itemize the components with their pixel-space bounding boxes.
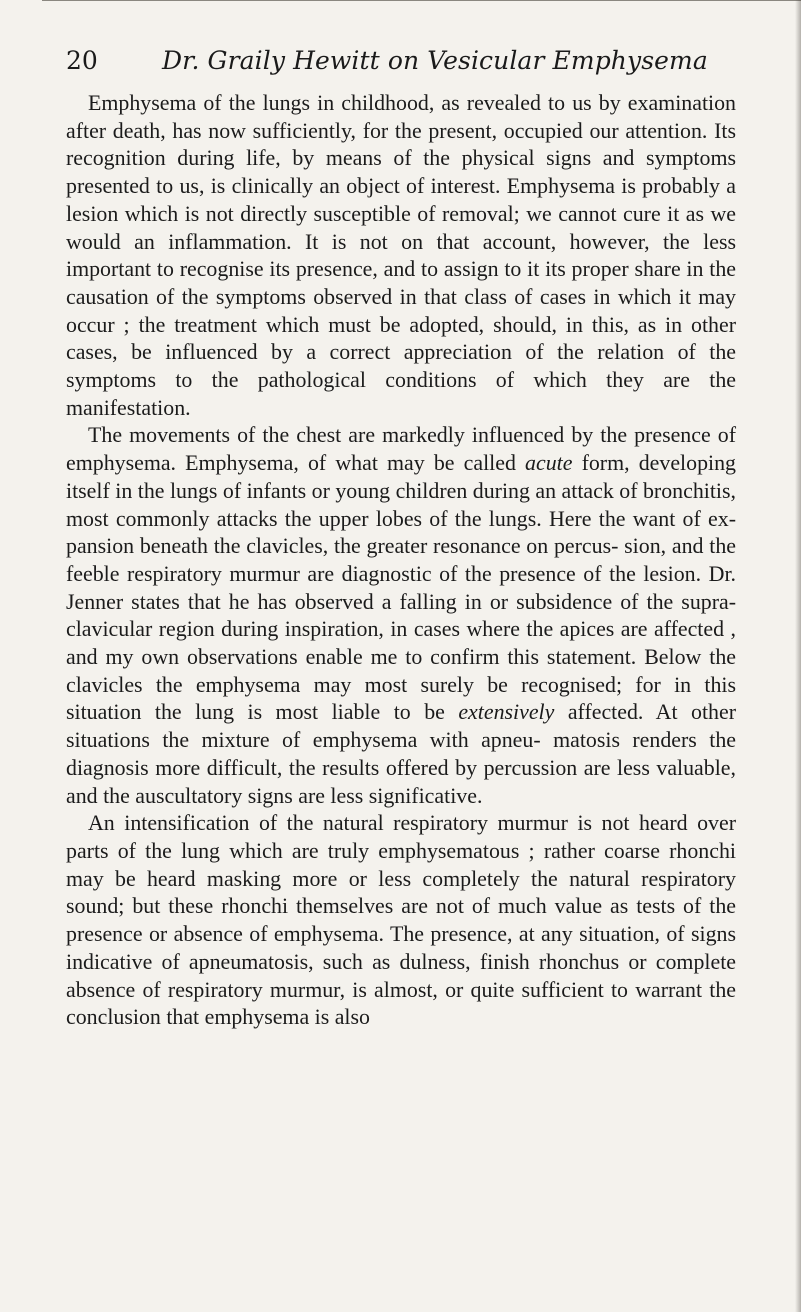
page-number: 20	[66, 46, 98, 75]
paragraph-3-text: An intensification of the natural respiratory murmur is not heard over parts of the lung which are truly emphysematous ; rather coarse rhonchi may be heard masking more or less completely the natural respiratory sound; but these rhonchi themselves are not of much value as tests of the presence or absence of emphysema. The presence, at any situation, of signs indicative of apneumatosis, such as dulness, finish rhonchus or complete absence of respiratory murmur, is almost, or quite sufficient to warrant the conclusion that emphysema is also	[66, 810, 736, 1030]
paragraph-2-text-c: affected. At other situations the mixture of emphysema with apneu- matosis renders the diagnosis more difficult, the results offered by percussion are less valuable, and the auscultatory signs are less significative.	[66, 699, 736, 808]
paragraph-1	[66, 89, 736, 421]
page-header	[0, 46, 801, 82]
page-right-shadow	[795, 0, 801, 1312]
italic-term-acute: acute	[525, 450, 573, 476]
paragraph-1-text: Emphysema of the lungs in childhood, as revealed to us by examination after death, has now sufficiently, for the present, occupied our attention. Its recognition during life, by means of the physical signs and symptoms presented to us, is clinically an object of interest. Emphysema is probably a lesion which is not directly susceptible of removal; we cannot cure it as we would an inflammation. It is not on that account, however, the less important to recognise its presence, and to assign to it its proper share in the causation of the symptoms observed in that class of cases in which it may occur ; the treatment which must be adopted, should, in this, as in other cases, be influenced by a correct appreciation of the relation of the symptoms to the pathological conditions of which they are the manifestation.	[66, 90, 736, 420]
paragraph-2-text-a: The movements of the chest are markedly influenced by the presence of emphysema. Emphysema, of what may be called	[66, 422, 736, 476]
paragraph-2	[66, 421, 736, 809]
italic-term-extensively: extensively	[458, 699, 555, 725]
paragraph-3	[66, 809, 736, 1031]
body-text	[66, 89, 736, 1031]
running-head: Dr. Graily Hewitt on Vesicular Emphysema	[162, 46, 708, 75]
page-top-edge	[42, 0, 801, 1]
paragraph-2-text-b: form, developing itself in the lungs of infants or young children during an attack of bronchitis, most commonly attacks the upper lobes of the lungs. Here the want of ex- pansion beneath the clavicles, the greater resonance on percus- sion, and the feeble respiratory murmur are diagnostic of the presence of the lesion. Dr. Jenner states that he has observed a falling in or subsidence of the supra-clavicular region during inspiration, in cases where the apices are affected , and my own observations enable me to confirm this statement. Below the clavicles the emphysema may most surely be recognised; for in this situation the lung is most liable to be	[66, 450, 736, 725]
